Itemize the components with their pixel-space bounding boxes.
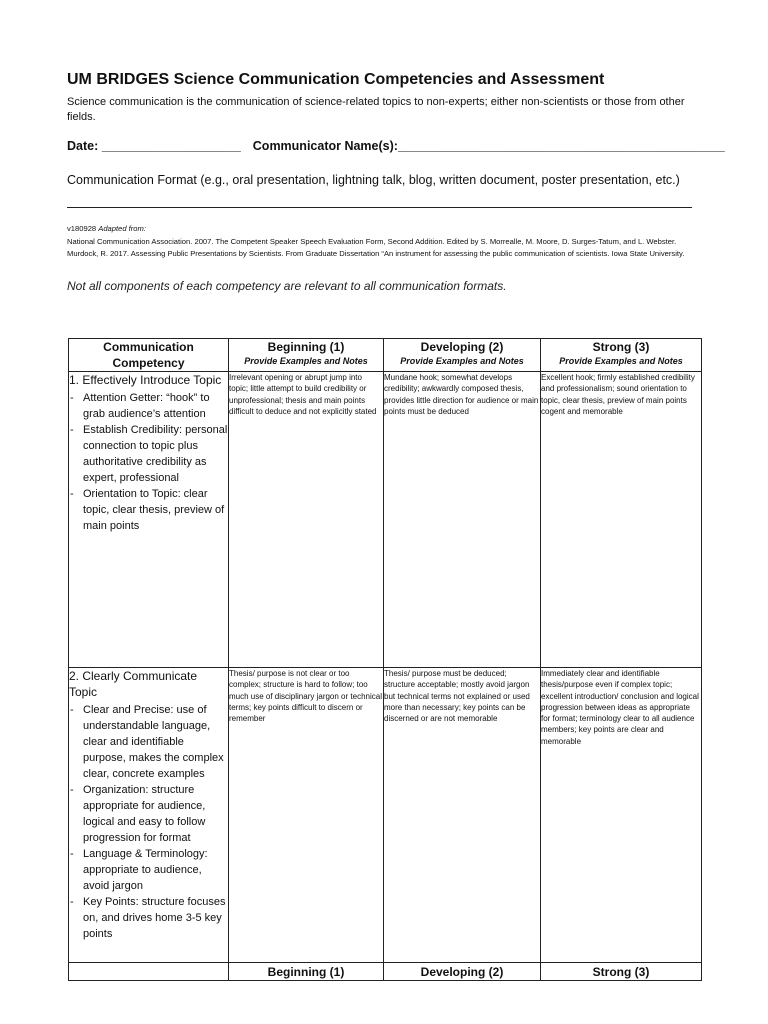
table-row <box>69 668 702 963</box>
competency-title: 1. Effectively Introduce Topic <box>69 373 222 387</box>
header-developing-sub: Provide Examples and Notes <box>400 356 524 366</box>
citation-ref-2: Murdock, R. 2017. Assessing Public Presentations by Scientists. From Graduate Dissertation “An instrument for assessing the public communication of scientists. Iowa State University. <box>67 249 685 258</box>
document-page <box>67 70 725 293</box>
table-row <box>69 372 702 668</box>
developing-description[interactable]: Thesis/ purpose must be deduced; structure acceptable; mostly avoid jargon but technical terms not explained or used more than necessary; key points can be discerned or are not memorable <box>384 668 541 963</box>
intro-paragraph: Science communication is the communication of science-related topics to non-experts; either non-scientists or those from other fields. <box>67 96 685 123</box>
communicator-name-field[interactable]: Communicator Name(s):_______________________________________________ <box>252 139 725 153</box>
version-code: v180928 <box>67 224 99 233</box>
list-item: - Attention Getter: “hook” to grab audience’s attention <box>69 390 228 422</box>
header-developing-label: Developing (2) <box>420 340 504 354</box>
footer-beginning: Beginning (1) <box>229 963 384 981</box>
footer-blank-cell <box>69 963 229 981</box>
beginning-description[interactable]: Irrelevant opening or abrupt jump into topic; little attempt to build credibility or unprofessional; thesis and main points difficult to deduce and not explicitly stated <box>229 372 384 668</box>
relevance-note: Not all components of each competency are relevant to all communication formats. <box>67 278 507 293</box>
beginning-description[interactable]: Thesis/ purpose is not clear or too complex; structure is hard to follow; too much use of disciplinary jargon or technical terms; key points difficult to discern or remember <box>229 668 384 963</box>
header-strong <box>541 339 702 372</box>
footer-strong: Strong (3) <box>541 963 702 981</box>
date-field[interactable]: Date: ____________________ <box>67 139 241 153</box>
competency-items <box>69 390 228 534</box>
list-item: - Establish Credibility: personal connection to topic plus authoritative credibility as expert, professional <box>69 422 228 486</box>
header-beginning-label: Beginning (1) <box>267 340 345 354</box>
competency-title: 2. Clearly Communicate Topic <box>69 669 198 699</box>
table-header-row <box>69 339 702 372</box>
form-fields-line <box>67 139 725 153</box>
communication-format-field <box>67 173 707 187</box>
list-item: - Organization: structure appropriate for audience, logical and easy to follow progression for format <box>69 782 228 846</box>
header-beginning <box>229 339 384 372</box>
competency-items <box>69 702 228 942</box>
header-strong-label: Strong (3) <box>592 340 650 354</box>
strong-description[interactable]: Immediately clear and identifiable thesis/purpose even if complex topic; excellent introduction/ conclusion and logical progression between ideas as appropriate for format; terminology clear to all audience members; key points are clear and memorable <box>541 668 702 963</box>
document-title: UM BRIDGES Science Communication Competencies and Assessment <box>67 71 605 88</box>
format-answer-line[interactable] <box>67 207 692 208</box>
list-item: - Clear and Precise: use of understandable language, clear and identifiable purpose, makes the complex clear, concrete examples <box>69 702 228 782</box>
format-label: Communication Format <box>67 173 197 187</box>
list-item: - Language & Terminology: appropriate to audience, avoid jargon <box>69 846 228 894</box>
competency-rubric-table <box>68 338 702 981</box>
citation-ref-1: National Communication Association. 2007. The Competent Speaker Speech Evaluation Form, Second Addition. Edited by S. Morrealle, M. Moore, D. Surges-Tatum, and L. Webster. <box>67 236 677 246</box>
header-strong-sub: Provide Examples and Notes <box>559 356 683 366</box>
header-developing <box>384 339 541 372</box>
table-footer-row <box>69 963 702 981</box>
strong-description[interactable]: Excellent hook; firmly established credibility and professionalism; sound orientation to topic, clear thesis, preview of main points cogent and memorable <box>541 372 702 668</box>
header-beginning-sub: Provide Examples and Notes <box>244 356 368 366</box>
list-item: - Orientation to Topic: clear topic, clear thesis, preview of main points <box>69 486 228 534</box>
list-item: - Key Points: structure focuses on, and drives home 3-5 key points <box>69 894 228 942</box>
format-examples: (e.g., oral presentation, lightning talk, blog, written document, poster presentation, etc.) <box>196 173 680 187</box>
header-competency: Communication Competency <box>69 339 229 372</box>
adapted-from-label: Adapted from: <box>98 224 146 233</box>
developing-description[interactable]: Mundane hook; somewhat develops credibility; awkwardly composed thesis, provides little direction for audience or main points must be deduced <box>384 372 541 668</box>
citation-block <box>67 223 707 261</box>
footer-developing: Developing (2) <box>384 963 541 981</box>
competency-cell <box>69 668 229 963</box>
competency-cell <box>69 372 229 668</box>
